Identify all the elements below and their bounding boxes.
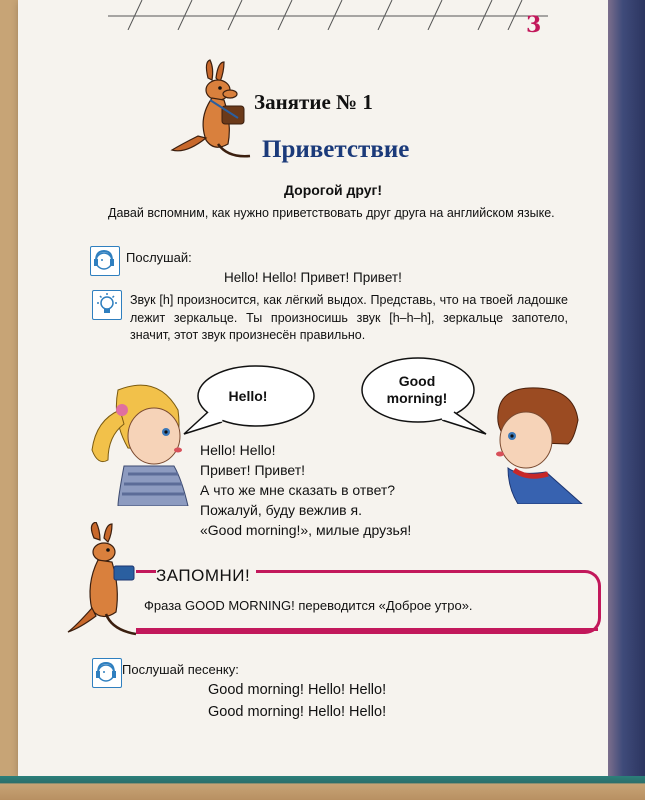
song-line-1: Good morning! Hello! Hello!: [208, 682, 387, 698]
page-number: 3: [526, 12, 542, 38]
poem-line-3: А что же мне сказать в ответ?: [200, 482, 396, 498]
poem-block: [200, 440, 411, 540]
girl-illustration: [78, 380, 198, 506]
poem-line-1: Hello! Hello!: [200, 442, 276, 458]
book-spine: [608, 0, 645, 800]
textbook-page: [18, 0, 608, 776]
kangaroo-remember-icon: [66, 522, 146, 640]
song-line-2: Good morning! Hello! Hello!: [208, 704, 387, 720]
listen-line: Hello! Hello! Привет! Привет!: [224, 270, 402, 285]
remember-frame-bottom: [136, 628, 598, 631]
song-label: Послушай песенку:: [122, 662, 239, 677]
sound-note-text: Звук [h] произносится, как лёгкий выдох. Представь, что на твоей ладошке лежит зеркальце. Ты произносишь звук [h–h–h], зеркальце запотело, значит, этот звук произнесён правильно.: [130, 293, 568, 342]
poem-line-5: «Good morning!», милые друзья!: [200, 522, 412, 538]
lesson-title: Занятие № 1: [254, 90, 373, 114]
lightbulb-tip-icon: [92, 290, 122, 320]
boy-bubble-text-1: Good: [398, 373, 436, 389]
remember-title: ЗАПОМНИ!: [156, 566, 256, 586]
poem-line-4: Пожалуй, буду вежлив я.: [200, 502, 362, 518]
lesson-subtitle: Приветствие: [262, 136, 410, 163]
listen-label: Послушай:: [126, 250, 192, 265]
poem-line-2: Привет! Привет!: [200, 462, 306, 478]
boy-illustration: [478, 384, 590, 504]
kangaroo-mascot-icon: [168, 58, 258, 166]
remember-text: Фраза GOOD MORNING! переводится «Доброе утро».: [144, 598, 473, 613]
intro-text: Давай вспомним, как нужно приветствовать друг друга на английском языке.: [108, 206, 555, 220]
top-decorative-lines: [108, 0, 548, 30]
boy-bubble-text-2: morning!: [386, 390, 448, 406]
headphones-song-icon: [92, 658, 122, 688]
headphones-listen-icon: [90, 246, 120, 276]
girl-bubble-text: Hello!: [228, 388, 268, 404]
greeting-heading: Дорогой друг!: [284, 182, 383, 198]
book-bottom-edge: [0, 776, 645, 800]
